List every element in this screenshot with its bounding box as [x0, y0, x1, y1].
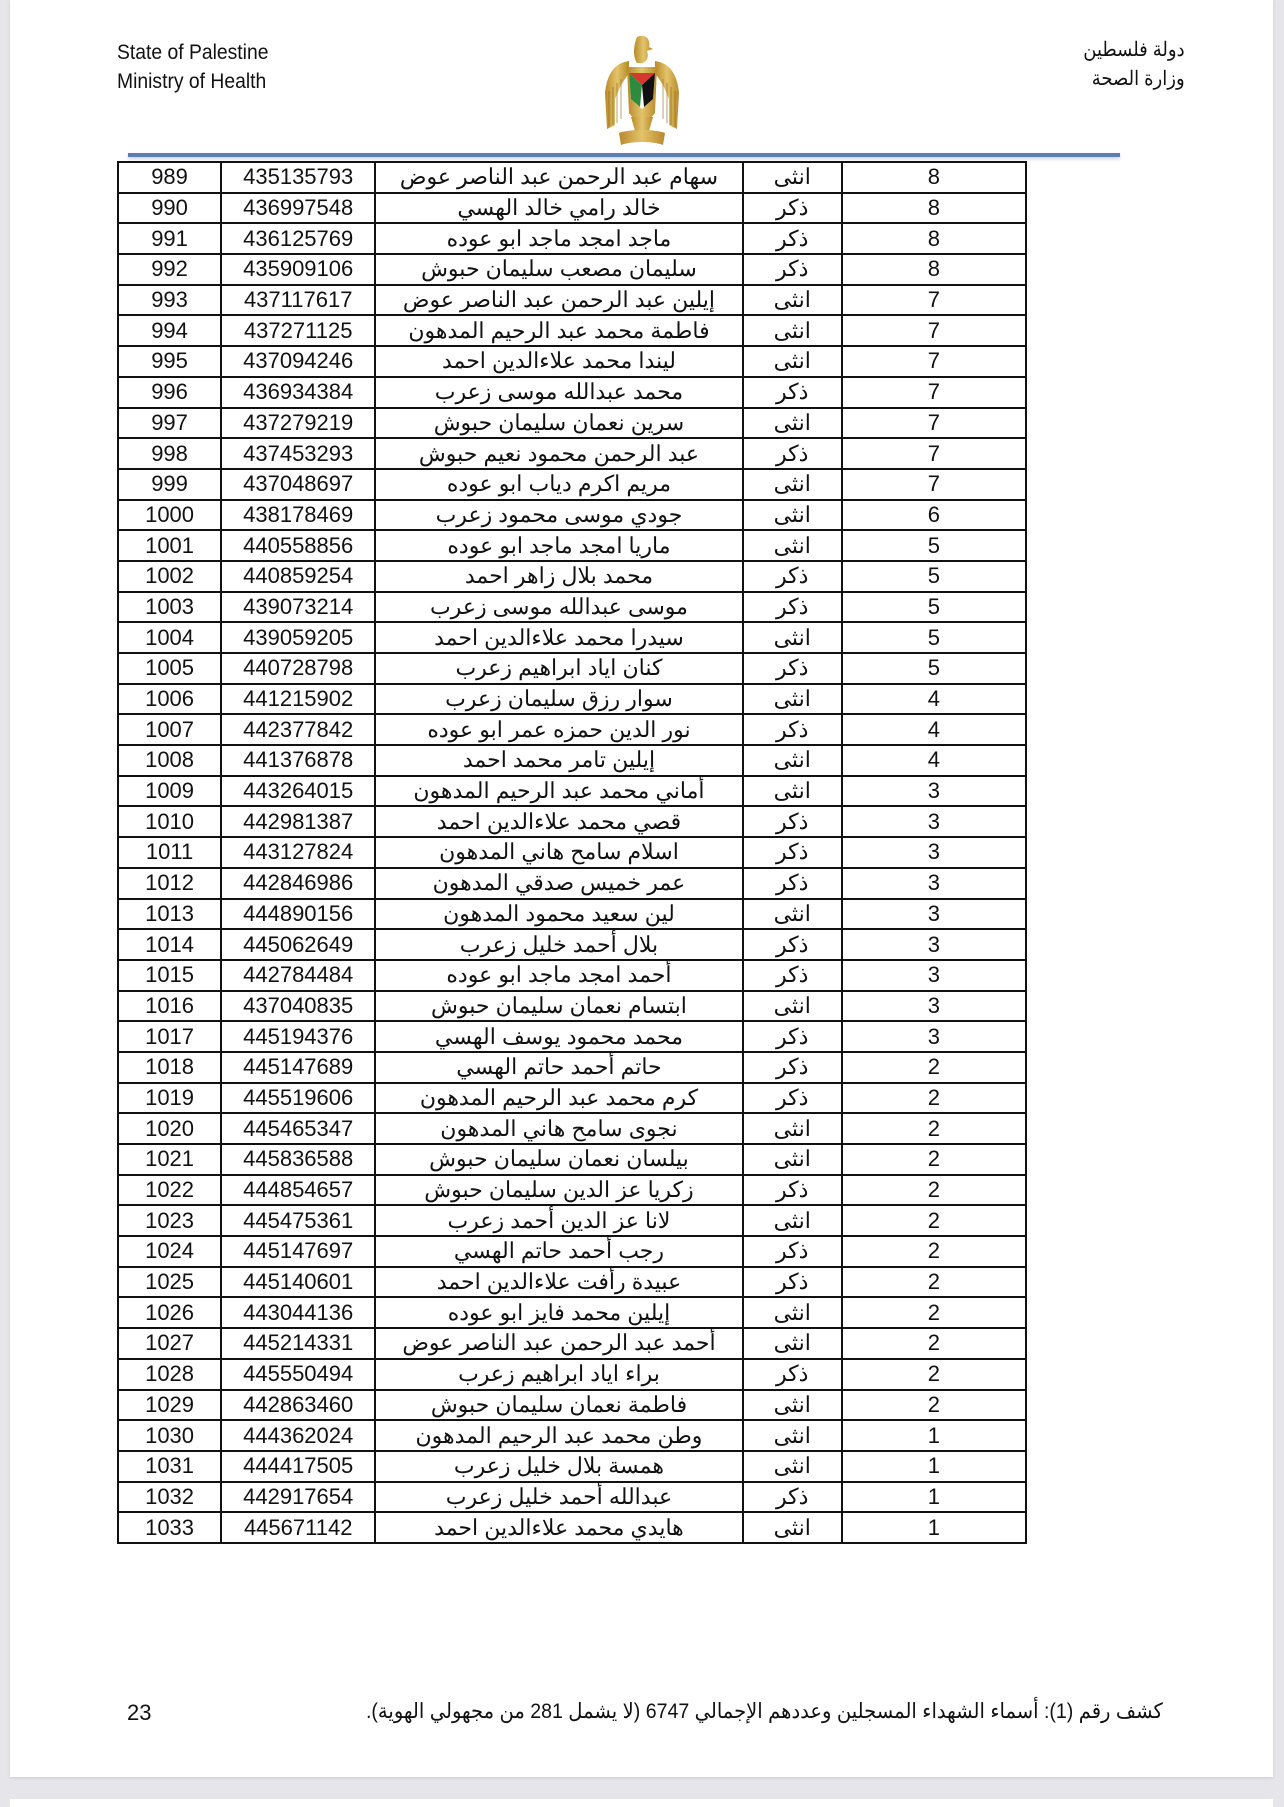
cell-gender: انثى [743, 1512, 842, 1543]
cell-row-number: 1010 [118, 806, 221, 837]
cell-id-number: 437094246 [221, 346, 375, 377]
cell-id-number: 443127824 [221, 837, 375, 868]
cell-gender: انثى [743, 1144, 842, 1175]
document-page [10, 0, 1273, 1777]
cell-full-name: سيدرا محمد علاءالدين احمد [375, 622, 742, 653]
cell-full-name: جودي موسى محمود زعرب [375, 500, 742, 531]
cell-id-number: 442846986 [221, 868, 375, 899]
cell-id-number: 445836588 [221, 1144, 375, 1175]
cell-gender: ذكر [743, 1083, 842, 1114]
cell-row-number: 1021 [118, 1144, 221, 1175]
cell-age: 2 [842, 1083, 1026, 1114]
cell-age: 3 [842, 837, 1026, 868]
cell-gender: انثى [743, 469, 842, 500]
cell-row-number: 1007 [118, 714, 221, 745]
cell-age: 3 [842, 960, 1026, 991]
cell-id-number: 445147689 [221, 1052, 375, 1083]
table-row [118, 500, 1026, 531]
cell-gender: ذكر [743, 714, 842, 745]
cell-age: 4 [842, 684, 1026, 715]
cell-id-number: 437048697 [221, 469, 375, 500]
cell-age: 5 [842, 653, 1026, 684]
table-row [118, 193, 1026, 224]
cell-full-name: بلال أحمد خليل زعرب [375, 929, 742, 960]
table-row [118, 377, 1026, 408]
cell-age: 3 [842, 1021, 1026, 1052]
cell-full-name: أحمد امجد ماجد ابو عوده [375, 960, 742, 991]
table-row [118, 285, 1026, 316]
cell-id-number: 445465347 [221, 1113, 375, 1144]
cell-gender: انثى [743, 1113, 842, 1144]
table-row [118, 929, 1026, 960]
cell-row-number: 1003 [118, 592, 221, 623]
cell-row-number: 1015 [118, 960, 221, 991]
cell-gender: ذكر [743, 653, 842, 684]
table-row [118, 1052, 1026, 1083]
table-row [118, 1359, 1026, 1390]
cell-age: 7 [842, 285, 1026, 316]
cell-id-number: 445214331 [221, 1328, 375, 1359]
cell-gender: انثى [743, 530, 842, 561]
cell-age: 8 [842, 223, 1026, 254]
cell-age: 2 [842, 1267, 1026, 1298]
table-row [118, 223, 1026, 254]
cell-row-number: 1023 [118, 1205, 221, 1236]
cell-full-name: ليندا محمد علاءالدين احمد [375, 346, 742, 377]
cell-id-number: 442377842 [221, 714, 375, 745]
cell-id-number: 445062649 [221, 929, 375, 960]
cell-row-number: 997 [118, 408, 221, 439]
table-row [118, 714, 1026, 745]
cell-id-number: 439073214 [221, 592, 375, 623]
cell-gender: انثى [743, 684, 842, 715]
cell-row-number: 993 [118, 285, 221, 316]
cell-id-number: 445147697 [221, 1236, 375, 1267]
cell-age: 7 [842, 346, 1026, 377]
cell-full-name: زكريا عز الدين سليمان حبوش [375, 1175, 742, 1206]
cell-id-number: 445475361 [221, 1205, 375, 1236]
cell-gender: ذكر [743, 377, 842, 408]
cell-gender: ذكر [743, 1175, 842, 1206]
cell-full-name: قصي محمد علاءالدين احمد [375, 806, 742, 837]
table-row [118, 254, 1026, 285]
table-row [118, 1420, 1026, 1451]
cell-full-name: براء اياد ابراهيم زعرب [375, 1359, 742, 1390]
cell-row-number: 1033 [118, 1512, 221, 1543]
cell-full-name: عمر خميس صدقي المدهون [375, 868, 742, 899]
cell-age: 3 [842, 929, 1026, 960]
cell-full-name: محمد محمود يوسف الهسي [375, 1021, 742, 1052]
table-row [118, 684, 1026, 715]
cell-age: 3 [842, 991, 1026, 1022]
cell-gender: انثى [743, 162, 842, 193]
cell-id-number: 443264015 [221, 776, 375, 807]
cell-gender: ذكر [743, 1482, 842, 1513]
table-row [118, 806, 1026, 837]
cell-gender: ذكر [743, 1236, 842, 1267]
table-row [118, 315, 1026, 346]
cell-full-name: اسلام سامح هاني المدهون [375, 837, 742, 868]
cell-gender: ذكر [743, 592, 842, 623]
cell-row-number: 1030 [118, 1420, 221, 1451]
cell-gender: انثى [743, 408, 842, 439]
cell-age: 2 [842, 1359, 1026, 1390]
cell-full-name: كنان اياد ابراهيم زعرب [375, 653, 742, 684]
cell-id-number: 443044136 [221, 1297, 375, 1328]
cell-row-number: 1019 [118, 1083, 221, 1114]
cell-gender: انثى [743, 285, 842, 316]
cell-age: 2 [842, 1297, 1026, 1328]
cell-full-name: سوار رزق سليمان زعرب [375, 684, 742, 715]
header-english [117, 38, 268, 96]
cell-gender: انثى [743, 1390, 842, 1421]
cell-age: 5 [842, 622, 1026, 653]
cell-full-name: لانا عز الدين أحمد زعرب [375, 1205, 742, 1236]
cell-full-name: خالد رامي خالد الهسي [375, 193, 742, 224]
cell-row-number: 1012 [118, 868, 221, 899]
next-page-edge [10, 1799, 1273, 1807]
cell-full-name: مريم اكرم دياب ابو عوده [375, 469, 742, 500]
cell-gender: ذكر [743, 1052, 842, 1083]
table-row [118, 1205, 1026, 1236]
cell-full-name: ماجد امجد ماجد ابو عوده [375, 223, 742, 254]
cell-gender: انثى [743, 1205, 842, 1236]
cell-id-number: 440558856 [221, 530, 375, 561]
cell-age: 3 [842, 868, 1026, 899]
cell-id-number: 437279219 [221, 408, 375, 439]
table-row [118, 346, 1026, 377]
cell-gender: ذكر [743, 561, 842, 592]
cell-gender: ذكر [743, 960, 842, 991]
cell-full-name: همسة بلال خليل زعرب [375, 1451, 742, 1482]
table-row [118, 776, 1026, 807]
cell-gender: ذكر [743, 223, 842, 254]
cell-age: 3 [842, 776, 1026, 807]
cell-id-number: 444362024 [221, 1420, 375, 1451]
table-row [118, 162, 1026, 193]
cell-id-number: 437271125 [221, 315, 375, 346]
cell-row-number: 999 [118, 469, 221, 500]
cell-gender: ذكر [743, 929, 842, 960]
table-row [118, 960, 1026, 991]
cell-full-name: سليمان مصعب سليمان حبوش [375, 254, 742, 285]
cell-row-number: 998 [118, 438, 221, 469]
cell-age: 3 [842, 806, 1026, 837]
cell-full-name: ماريا امجد ماجد ابو عوده [375, 530, 742, 561]
cell-full-name: بيلسان نعمان سليمان حبوش [375, 1144, 742, 1175]
table-row [118, 561, 1026, 592]
cell-age: 2 [842, 1205, 1026, 1236]
cell-age: 5 [842, 592, 1026, 623]
cell-full-name: حاتم أحمد حاتم الهسي [375, 1052, 742, 1083]
cell-age: 1 [842, 1451, 1026, 1482]
cell-row-number: 992 [118, 254, 221, 285]
table-row [118, 1451, 1026, 1482]
cell-id-number: 442981387 [221, 806, 375, 837]
cell-id-number: 437453293 [221, 438, 375, 469]
cell-age: 1 [842, 1512, 1026, 1543]
table-row [118, 1144, 1026, 1175]
cell-row-number: 1026 [118, 1297, 221, 1328]
table-row [118, 1390, 1026, 1421]
table-row [118, 745, 1026, 776]
cell-full-name: لين سعيد محمود المدهون [375, 899, 742, 930]
cell-id-number: 436934384 [221, 377, 375, 408]
cell-row-number: 1025 [118, 1267, 221, 1298]
cell-age: 2 [842, 1390, 1026, 1421]
table-row [118, 408, 1026, 439]
table-row [118, 530, 1026, 561]
cell-age: 2 [842, 1144, 1026, 1175]
cell-id-number: 436997548 [221, 193, 375, 224]
cell-row-number: 1022 [118, 1175, 221, 1206]
table-row [118, 868, 1026, 899]
table-row [118, 837, 1026, 868]
cell-row-number: 989 [118, 162, 221, 193]
cell-full-name: رجب أحمد حاتم الهسي [375, 1236, 742, 1267]
cell-full-name: ابتسام نعمان سليمان حبوش [375, 991, 742, 1022]
cell-age: 4 [842, 745, 1026, 776]
cell-full-name: محمد بلال زاهر احمد [375, 561, 742, 592]
cell-row-number: 1004 [118, 622, 221, 653]
cell-age: 6 [842, 500, 1026, 531]
cell-id-number: 436125769 [221, 223, 375, 254]
cell-row-number: 994 [118, 315, 221, 346]
cell-gender: انثى [743, 315, 842, 346]
cell-row-number: 1024 [118, 1236, 221, 1267]
cell-id-number: 439059205 [221, 622, 375, 653]
cell-age: 2 [842, 1175, 1026, 1206]
cell-id-number: 437117617 [221, 285, 375, 316]
cell-gender: ذكر [743, 837, 842, 868]
table-row [118, 991, 1026, 1022]
table-row [118, 1297, 1026, 1328]
cell-age: 7 [842, 469, 1026, 500]
cell-gender: انثى [743, 1297, 842, 1328]
table-row [118, 899, 1026, 930]
cell-id-number: 441376878 [221, 745, 375, 776]
cell-gender: انثى [743, 776, 842, 807]
cell-id-number: 445194376 [221, 1021, 375, 1052]
cell-age: 8 [842, 193, 1026, 224]
cell-row-number: 1002 [118, 561, 221, 592]
cell-row-number: 1011 [118, 837, 221, 868]
cell-id-number: 440728798 [221, 653, 375, 684]
cell-row-number: 1001 [118, 530, 221, 561]
cell-age: 7 [842, 377, 1026, 408]
cell-gender: انثى [743, 1451, 842, 1482]
cell-age: 2 [842, 1236, 1026, 1267]
cell-full-name: سرين نعمان سليمان حبوش [375, 408, 742, 439]
table-row [118, 592, 1026, 623]
cell-gender: انثى [743, 1420, 842, 1451]
cell-full-name: عبدالله أحمد خليل زعرب [375, 1482, 742, 1513]
table-row [118, 622, 1026, 653]
table-row [118, 1267, 1026, 1298]
cell-id-number: 445550494 [221, 1359, 375, 1390]
cell-row-number: 1018 [118, 1052, 221, 1083]
page-number: 23 [127, 1700, 152, 1725]
cell-gender: ذكر [743, 438, 842, 469]
cell-gender: ذكر [743, 1267, 842, 1298]
header-ministry-en: Ministry of Health [117, 70, 267, 93]
table-row [118, 1512, 1026, 1543]
cell-row-number: 1016 [118, 991, 221, 1022]
cell-full-name: هايدي محمد علاءالدين احمد [375, 1512, 742, 1543]
palestine-eagle-emblem-icon [593, 33, 691, 149]
cell-full-name: سهام عبد الرحمن عبد الناصر عوض [375, 162, 742, 193]
cell-gender: انثى [743, 991, 842, 1022]
cell-id-number: 444854657 [221, 1175, 375, 1206]
cell-full-name: أحمد عبد الرحمن عبد الناصر عوض [375, 1328, 742, 1359]
header-state-ar: دولة فلسطين [1083, 39, 1185, 61]
cell-row-number: 1009 [118, 776, 221, 807]
cell-gender: انثى [743, 622, 842, 653]
martyrs-table [117, 161, 1027, 1544]
cell-full-name: إيلين محمد فايز ابو عوده [375, 1297, 742, 1328]
cell-id-number: 435135793 [221, 162, 375, 193]
cell-id-number: 442917654 [221, 1482, 375, 1513]
cell-full-name: إيلين تامر محمد احمد [375, 745, 742, 776]
cell-full-name: أماني محمد عبد الرحيم المدهون [375, 776, 742, 807]
table-row [118, 438, 1026, 469]
table-row [118, 1175, 1026, 1206]
cell-gender: انثى [743, 899, 842, 930]
cell-row-number: 1028 [118, 1359, 221, 1390]
table-row [118, 1083, 1026, 1114]
cell-id-number: 438178469 [221, 500, 375, 531]
cell-id-number: 444890156 [221, 899, 375, 930]
cell-full-name: عبد الرحمن محمود نعيم حبوش [375, 438, 742, 469]
cell-age: 2 [842, 1052, 1026, 1083]
header-ministry-ar: وزارة الصحة [1092, 68, 1185, 90]
table-row [118, 469, 1026, 500]
cell-id-number: 437040835 [221, 991, 375, 1022]
cell-row-number: 1027 [118, 1328, 221, 1359]
header-arabic [1084, 36, 1185, 94]
cell-gender: ذكر [743, 1359, 842, 1390]
cell-gender: ذكر [743, 868, 842, 899]
cell-age: 8 [842, 162, 1026, 193]
table-row [118, 1328, 1026, 1359]
cell-id-number: 442784484 [221, 960, 375, 991]
cell-row-number: 1008 [118, 745, 221, 776]
cell-age: 1 [842, 1482, 1026, 1513]
cell-row-number: 991 [118, 223, 221, 254]
cell-full-name: نجوى سامح هاني المدهون [375, 1113, 742, 1144]
cell-row-number: 1029 [118, 1390, 221, 1421]
cell-row-number: 1017 [118, 1021, 221, 1052]
cell-id-number: 445519606 [221, 1083, 375, 1114]
cell-age: 7 [842, 438, 1026, 469]
cell-full-name: إيلين عبد الرحمن عبد الناصر عوض [375, 285, 742, 316]
cell-full-name: نور الدين حمزه عمر ابو عوده [375, 714, 742, 745]
header-divider [128, 153, 1120, 157]
cell-row-number: 1014 [118, 929, 221, 960]
cell-full-name: محمد عبدالله موسى زعرب [375, 377, 742, 408]
cell-row-number: 1032 [118, 1482, 221, 1513]
cell-gender: انثى [743, 346, 842, 377]
cell-age: 5 [842, 530, 1026, 561]
cell-gender: انثى [743, 500, 842, 531]
cell-age: 8 [842, 254, 1026, 285]
cell-age: 4 [842, 714, 1026, 745]
cell-row-number: 996 [118, 377, 221, 408]
cell-age: 7 [842, 315, 1026, 346]
cell-age: 3 [842, 899, 1026, 930]
cell-row-number: 1000 [118, 500, 221, 531]
cell-age: 5 [842, 561, 1026, 592]
cell-row-number: 1031 [118, 1451, 221, 1482]
cell-gender: ذكر [743, 1021, 842, 1052]
cell-age: 2 [842, 1113, 1026, 1144]
cell-gender: انثى [743, 745, 842, 776]
cell-full-name: فاطمة محمد عبد الرحيم المدهون [375, 315, 742, 346]
table-row [118, 653, 1026, 684]
cell-row-number: 1006 [118, 684, 221, 715]
cell-id-number: 442863460 [221, 1390, 375, 1421]
table-row [118, 1021, 1026, 1052]
cell-id-number: 445140601 [221, 1267, 375, 1298]
cell-id-number: 445671142 [221, 1512, 375, 1543]
cell-gender: ذكر [743, 806, 842, 837]
cell-id-number: 444417505 [221, 1451, 375, 1482]
table-row [118, 1482, 1026, 1513]
cell-row-number: 990 [118, 193, 221, 224]
cell-id-number: 441215902 [221, 684, 375, 715]
cell-full-name: عبيدة رأفت علاءالدين احمد [375, 1267, 742, 1298]
cell-row-number: 1020 [118, 1113, 221, 1144]
cell-full-name: كرم محمد عبد الرحيم المدهون [375, 1083, 742, 1114]
cell-id-number: 440859254 [221, 561, 375, 592]
table-caption: كشف رقم (1): أسماء الشهداء المسجلين وعددهم الإجمالي 6747 (لا يشمل 281 من مجهولي الهوية). [366, 1700, 1163, 1723]
cell-age: 1 [842, 1420, 1026, 1451]
cell-row-number: 1013 [118, 899, 221, 930]
table-row [118, 1113, 1026, 1144]
cell-row-number: 1005 [118, 653, 221, 684]
table-row [118, 1236, 1026, 1267]
cell-age: 2 [842, 1328, 1026, 1359]
cell-row-number: 995 [118, 346, 221, 377]
header-state-en: State of Palestine [117, 41, 269, 64]
cell-age: 7 [842, 408, 1026, 439]
cell-full-name: فاطمة نعمان سليمان حبوش [375, 1390, 742, 1421]
cell-full-name: موسى عبدالله موسى زعرب [375, 592, 742, 623]
cell-id-number: 435909106 [221, 254, 375, 285]
cell-full-name: وطن محمد عبد الرحيم المدهون [375, 1420, 742, 1451]
cell-gender: ذكر [743, 254, 842, 285]
cell-gender: ذكر [743, 193, 842, 224]
cell-gender: انثى [743, 1328, 842, 1359]
